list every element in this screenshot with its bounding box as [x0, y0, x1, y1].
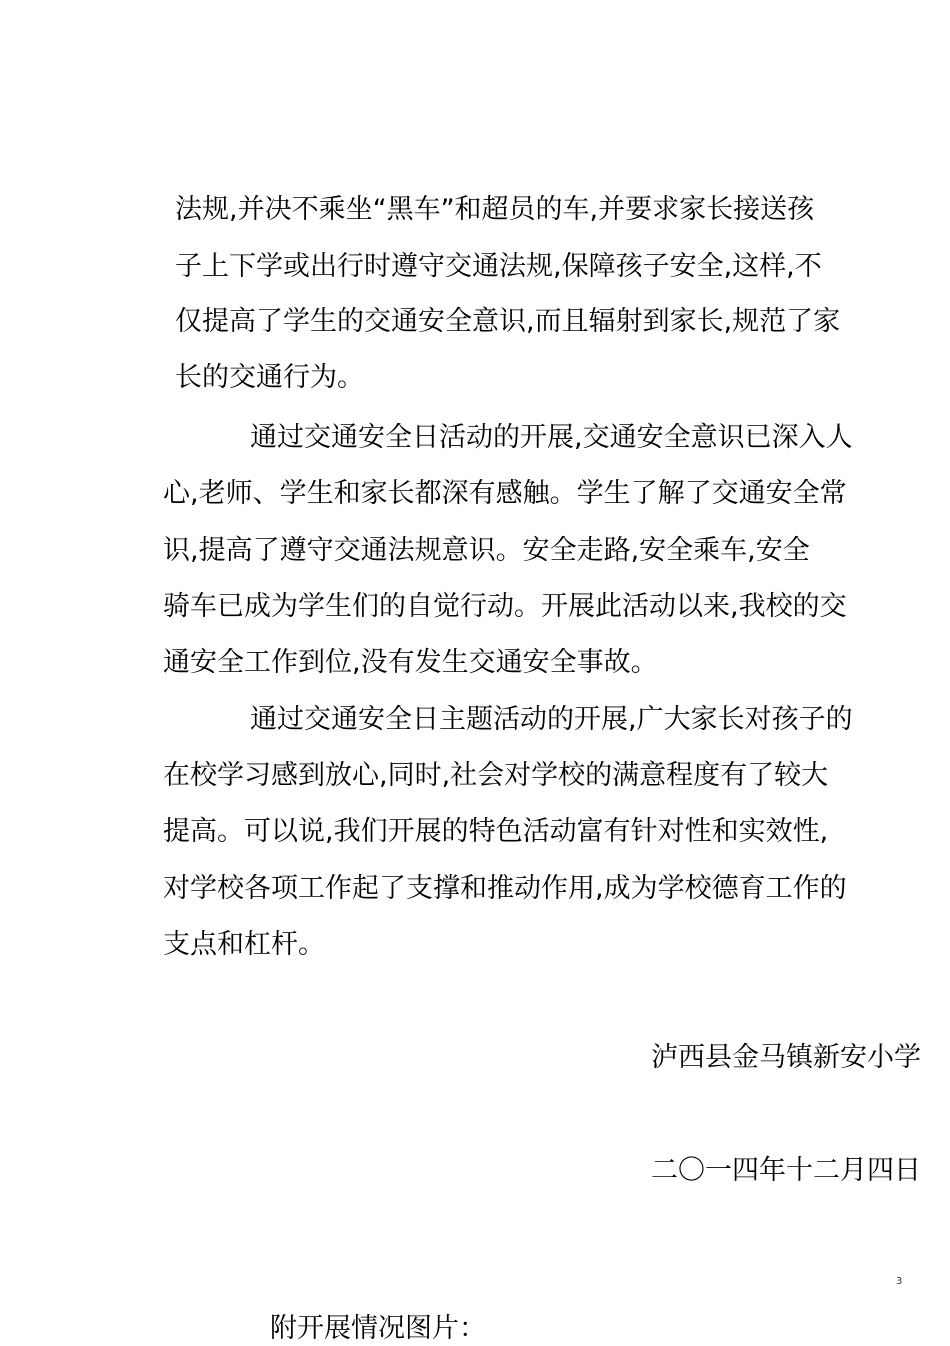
body-line: 通过交通安全日活动的开展,交通安全意识已深入人 — [250, 422, 853, 453]
body-line: 在校学习感到放心,同时,社会对学校的满意程度有了较大 — [163, 760, 829, 791]
body-line: 仅提高了学生的交通安全意识,而且辐射到家长,规范了家 — [175, 306, 841, 337]
body-line: 识,提高了遵守交通法规意识。安全走路,安全乘车,安全 — [163, 535, 810, 566]
body-line: 支点和杠杆。 — [163, 929, 325, 960]
body-line: 提高。可以说,我们开展的特色活动富有针对性和实效性, — [163, 816, 829, 847]
body-line: 通过交通安全日主题活动的开展,广大家长对孩子的 — [250, 704, 853, 735]
body-line: 通安全工作到位,没有发生交通安全事故。 — [163, 647, 658, 678]
body-line: 骑车已成为学生们的自觉行动。开展此活动以来,我校的交 — [163, 591, 847, 622]
signature-date: 二〇一四年十二月四日 — [651, 1155, 921, 1186]
body-line: 长的交通行为。 — [175, 362, 364, 393]
body-line: 法规,并决不乘坐“黑车”和超员的车,并要求家长接送孩 — [175, 194, 815, 225]
page-number: 3 — [896, 1276, 903, 1287]
body-line: 对学校各项工作起了支撑和推动作用,成为学校德育工作的 — [163, 873, 847, 904]
body-line: 子上下学或出行时遵守交通法规,保障孩子安全,这样,不 — [175, 251, 822, 282]
body-line: 心,老师、学生和家长都深有感触。学生了解了交通安全常 — [163, 478, 847, 509]
signature-school: 泸西县金马镇新安小学 — [651, 1042, 921, 1073]
attachment-heading: 附开展情况图片： — [270, 1313, 486, 1344]
